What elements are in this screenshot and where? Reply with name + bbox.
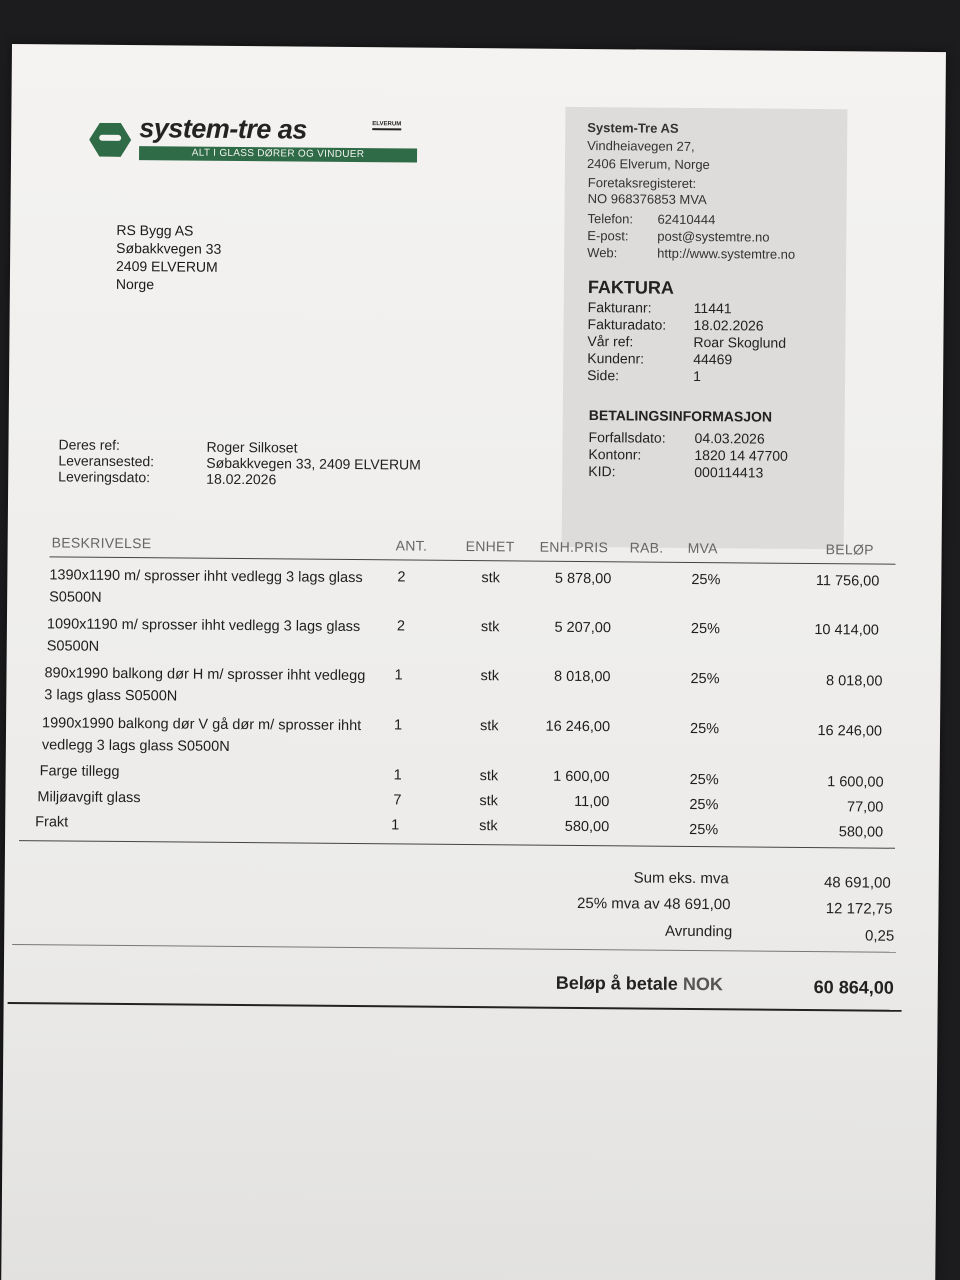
row-qty: 7 bbox=[393, 792, 402, 809]
col-discount: RAB. bbox=[629, 539, 664, 556]
company-register bbox=[588, 175, 707, 208]
customer-number-label: Kundenr: bbox=[587, 350, 645, 367]
row-qty: 2 bbox=[397, 569, 406, 586]
email-label: E-post: bbox=[587, 228, 629, 244]
row-qty: 1 bbox=[394, 667, 403, 684]
row-qty: 2 bbox=[396, 618, 406, 635]
row-vat: 25% bbox=[689, 771, 719, 789]
vat-total-label: 25% mva av 48 691,00 bbox=[577, 894, 731, 914]
kid-label: KID: bbox=[588, 463, 616, 480]
subtotal-value: 48 691,00 bbox=[823, 874, 891, 892]
row-description: 1090x1190 m/ sprosser ihht vedlegg 3 lags glass bbox=[46, 616, 361, 636]
company-contacts bbox=[587, 211, 847, 267]
customer-number: 44469 bbox=[693, 350, 733, 368]
vat-total-value: 12 172,75 bbox=[825, 900, 893, 918]
our-ref: Roar Skoglund bbox=[693, 333, 787, 351]
kid-number: 000114413 bbox=[694, 463, 764, 481]
row-vat: 25% bbox=[689, 796, 719, 814]
row-description: Frakt bbox=[35, 814, 69, 831]
row-amount: 11 756,00 bbox=[815, 573, 880, 590]
recipient-country: Norge bbox=[115, 275, 155, 293]
row-description-cont: S0500N bbox=[49, 589, 102, 606]
logo-badge-icon bbox=[89, 123, 131, 157]
row-amount: 16 246,00 bbox=[817, 723, 883, 740]
invoice-number-label: Fakturanr: bbox=[587, 299, 652, 316]
row-qty: 1 bbox=[391, 817, 400, 834]
phone-value: 62410444 bbox=[657, 211, 716, 228]
phone-label: Telefon: bbox=[587, 211, 634, 227]
row-unit: stk bbox=[480, 668, 500, 685]
row-price: 11,00 bbox=[574, 793, 610, 811]
company-street: Vindheiavegen 27, bbox=[587, 138, 695, 154]
row-unit: stk bbox=[479, 768, 499, 785]
logo-town: ELVERUM bbox=[372, 121, 401, 130]
row-description: Miljøavgift glass bbox=[37, 789, 141, 807]
col-amount: BELØP bbox=[825, 541, 874, 558]
company-info bbox=[587, 119, 710, 174]
register-label: Foretaksregisteret: bbox=[587, 175, 697, 191]
row-unit: stk bbox=[479, 818, 498, 835]
row-unit: stk bbox=[479, 718, 499, 735]
totals-divider bbox=[12, 944, 896, 953]
row-price: 1 600,00 bbox=[553, 768, 610, 786]
your-ref: Roger Silkoset bbox=[206, 438, 298, 456]
due-date-label: Forfallsdato: bbox=[588, 429, 666, 446]
company-logo bbox=[89, 113, 429, 166]
delivery-date: 18.02.2026 bbox=[206, 470, 277, 488]
row-unit: stk bbox=[479, 793, 499, 810]
delivery-date-label: Leveringsdato: bbox=[58, 468, 151, 486]
account-number: 1820 14 47700 bbox=[694, 446, 788, 464]
page-label: Side: bbox=[587, 367, 620, 384]
delivery-place-label: Leveransested: bbox=[58, 452, 155, 470]
web-value: http://www.systemtre.no bbox=[657, 245, 796, 262]
grand-total-text: Beløp å betale bbox=[555, 972, 678, 994]
row-qty: 1 bbox=[393, 767, 402, 784]
row-amount: 580,00 bbox=[838, 824, 884, 841]
col-unit: ENHET bbox=[465, 537, 515, 555]
invoice-number: 11441 bbox=[693, 299, 732, 317]
our-ref-label: Vår ref: bbox=[587, 333, 634, 350]
row-amount: 10 414,00 bbox=[814, 622, 879, 639]
row-price: 8 018,00 bbox=[553, 668, 611, 686]
row-price: 580,00 bbox=[564, 818, 610, 836]
row-vat: 25% bbox=[689, 720, 720, 738]
row-description: 1390x1190 m/ sprosser ihht vedlegg 3 lags glass bbox=[49, 567, 363, 587]
col-unit-price: ENH.PRIS bbox=[539, 538, 609, 556]
page-number: 1 bbox=[693, 367, 701, 385]
row-description: Farge tillegg bbox=[39, 763, 120, 780]
invoice-date-label: Fakturadato: bbox=[587, 316, 667, 333]
web-label: Web: bbox=[587, 245, 618, 261]
rounding-label: Avrunding bbox=[664, 922, 733, 941]
row-qty: 1 bbox=[393, 717, 403, 734]
invoice-details bbox=[587, 299, 848, 391]
account-label: Kontonr: bbox=[588, 446, 642, 463]
rows-divider bbox=[19, 840, 895, 849]
logo-name: system-tre as bbox=[139, 113, 308, 145]
recipient-street: Søbakkvegen 33 bbox=[116, 239, 222, 257]
invoice-title: FAKTURA bbox=[587, 277, 674, 298]
row-description: 1990x1990 balkong dør V gå dør m/ sprosser ihht bbox=[42, 715, 362, 735]
company-name: System-Tre AS bbox=[587, 120, 679, 136]
payment-details bbox=[588, 429, 848, 485]
row-price: 16 246,00 bbox=[545, 718, 611, 736]
row-amount: 77,00 bbox=[847, 799, 884, 816]
grand-total-currency: NOK bbox=[682, 973, 723, 995]
invoice-paper bbox=[1, 44, 946, 1280]
logo-tagline: ALT I GLASS DØRER OG VINDUER bbox=[139, 146, 417, 162]
recipient-address bbox=[116, 221, 222, 294]
row-unit: stk bbox=[480, 619, 500, 636]
col-description: BESKRIVELSE bbox=[51, 534, 152, 552]
row-vat: 25% bbox=[691, 571, 721, 589]
delivery-reference bbox=[58, 436, 478, 494]
row-amount: 8 018,00 bbox=[825, 673, 883, 690]
payment-title: BETALINGSINFORMASJON bbox=[588, 407, 773, 425]
row-vat: 25% bbox=[689, 821, 719, 839]
company-postal: 2406 Elverum, Norge bbox=[586, 156, 710, 173]
recipient-name: RS Bygg AS bbox=[116, 221, 194, 239]
grand-total-value: 60 864,00 bbox=[813, 977, 894, 998]
col-qty: ANT. bbox=[395, 537, 428, 554]
row-vat: 25% bbox=[690, 620, 721, 638]
row-unit: stk bbox=[481, 570, 500, 587]
row-description-cont: 3 lags glass S0500N bbox=[44, 687, 178, 705]
row-price: 5 207,00 bbox=[554, 619, 611, 637]
row-description-cont: vedlegg 3 lags glass S0500N bbox=[41, 737, 230, 755]
row-vat: 25% bbox=[690, 670, 720, 688]
row-price: 5 878,00 bbox=[554, 570, 612, 588]
due-date: 04.03.2026 bbox=[694, 429, 765, 447]
your-ref-label: Deres ref: bbox=[58, 436, 121, 453]
invoice-date: 18.02.2026 bbox=[693, 316, 764, 334]
col-vat: MVA bbox=[687, 539, 718, 557]
row-description: 890x1990 balkong dør H m/ sprosser ihht vedlegg bbox=[44, 665, 366, 685]
row-description-cont: S0500N bbox=[46, 638, 100, 655]
delivery-place: Søbakkvegen 33, 2409 ELVERUM bbox=[206, 454, 421, 473]
subtotal-label: Sum eks. mva bbox=[633, 869, 729, 888]
register-value: NO 968376853 MVA bbox=[587, 191, 707, 208]
header-divider bbox=[50, 556, 896, 564]
grand-total-label bbox=[556, 973, 723, 995]
email-value: post@systemtre.no bbox=[657, 228, 770, 245]
rounding-value: 0,25 bbox=[864, 927, 895, 945]
row-amount: 1 600,00 bbox=[827, 774, 884, 791]
grand-total-divider bbox=[8, 1002, 902, 1012]
recipient-postal: 2409 ELVERUM bbox=[115, 257, 218, 275]
